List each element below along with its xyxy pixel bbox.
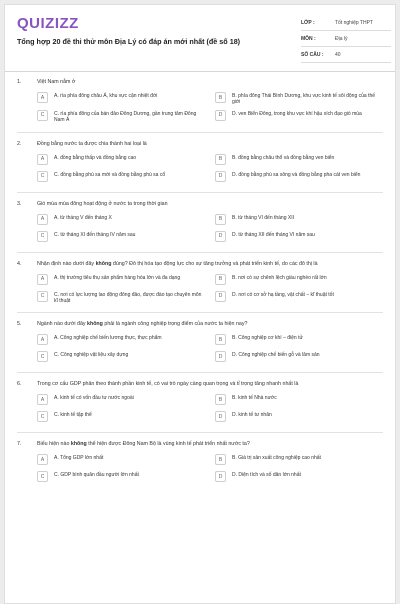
question-text-emphasis: không bbox=[95, 260, 112, 267]
answer-text: D. từ tháng XII đến tháng VI năm sau bbox=[232, 231, 315, 238]
question-header bbox=[17, 141, 383, 148]
answer-option[interactable] bbox=[37, 274, 205, 287]
question-number: 6. bbox=[17, 381, 22, 388]
question-item bbox=[5, 79, 395, 133]
question-divider bbox=[17, 372, 383, 373]
answer-text: A. Công nghiệp chế biến lương thực, thực phẩm bbox=[54, 335, 162, 342]
meta-row-question-count bbox=[301, 47, 391, 63]
answer-letter-box: A bbox=[37, 214, 48, 225]
answer-option[interactable] bbox=[215, 171, 383, 184]
answer-text: D. Công nghiệp chế biến gỗ và lâm sản bbox=[232, 352, 320, 359]
answer-options bbox=[37, 92, 383, 124]
question-text bbox=[37, 381, 383, 388]
question-text-pre: Đồng bằng nước ta được chia thành hai loại là bbox=[37, 140, 147, 147]
answer-text: B. đồng bằng châu thổ và đồng bằng ven biển bbox=[232, 154, 335, 161]
answer-text: B. Công nghiệp cơ khí – điện tử bbox=[232, 335, 303, 342]
question-text-pre: Gió mùa mùa đông hoạt động ở nước ta trong thời gian bbox=[37, 200, 168, 207]
answer-option[interactable] bbox=[37, 411, 205, 424]
answer-option[interactable] bbox=[37, 171, 205, 184]
answer-text: C. Công nghiệp vật liệu xây dựng bbox=[54, 352, 129, 359]
answer-option[interactable] bbox=[215, 231, 383, 244]
question-number: 2. bbox=[17, 140, 22, 147]
question-number: 7. bbox=[17, 441, 22, 448]
answer-options bbox=[37, 454, 383, 484]
question-divider bbox=[17, 132, 383, 133]
question-number: 3. bbox=[17, 200, 22, 207]
answer-text: A. rìa phía đông châu Á, khu vực cận nhiệt đới bbox=[54, 93, 158, 99]
answer-letter-box: C bbox=[37, 171, 48, 182]
answer-options bbox=[37, 154, 383, 184]
answer-text: C. đồng bằng phù sa mới và đồng bằng phù sa cổ bbox=[54, 171, 166, 178]
answer-text: C. kinh tế tập thể bbox=[54, 412, 92, 419]
question-text bbox=[37, 141, 383, 148]
answer-options bbox=[37, 274, 383, 305]
question-item bbox=[5, 381, 395, 433]
answer-letter-box: A bbox=[37, 92, 48, 103]
answer-letter-box: C bbox=[37, 291, 48, 302]
meta-label: MÔN : bbox=[301, 35, 316, 42]
answer-letter-box: D bbox=[215, 291, 226, 302]
question-text bbox=[37, 321, 383, 328]
worksheet-page bbox=[4, 4, 396, 604]
question-item bbox=[5, 441, 395, 484]
answer-letter-box: B bbox=[215, 394, 226, 405]
question-text bbox=[37, 201, 383, 208]
worksheet-title: Tổng hợp 20 đề thi thử môn Địa Lý có đáp án mới nhất (đề số 18) bbox=[17, 37, 241, 46]
question-item bbox=[5, 261, 395, 314]
answer-letter-box: A bbox=[37, 454, 48, 465]
answer-option[interactable] bbox=[215, 471, 383, 484]
answer-text: A. đồng bằng thấp và đồng bằng cao bbox=[54, 154, 137, 161]
question-text-pre: Việt Nam nằm ở bbox=[37, 79, 76, 85]
answer-option[interactable] bbox=[37, 110, 205, 124]
answer-text: A. kinh tế có vốn đầu tư nước ngoài bbox=[54, 395, 134, 402]
answer-letter-box: C bbox=[37, 110, 48, 121]
answer-letter-box: D bbox=[215, 110, 226, 121]
question-header bbox=[17, 441, 383, 448]
answer-text: C. rìa phía đông của bán đảo Đông Dương, gần trung tâm Đông Nam Á bbox=[54, 110, 197, 124]
meta-value: 40 bbox=[335, 51, 341, 58]
answer-letter-box: B bbox=[215, 154, 226, 165]
answer-option[interactable] bbox=[215, 274, 383, 287]
answer-text: A. Tổng GDP lớn nhất bbox=[54, 455, 104, 462]
answer-text: D. Diện tích và số dân lớn nhất bbox=[232, 472, 301, 479]
answer-letter-box: B bbox=[215, 274, 226, 285]
answer-text: B. Giá trị sản xuất công nghiệp cao nhất bbox=[232, 455, 321, 462]
question-text bbox=[37, 79, 383, 86]
question-item bbox=[5, 201, 395, 253]
question-text-emphasis: không bbox=[70, 441, 87, 448]
question-text-pre: Nhận định nào dưới đây bbox=[37, 260, 96, 267]
meta-row-class bbox=[301, 15, 391, 31]
question-number: 5. bbox=[17, 321, 22, 328]
question-text-post: đúng? Đô thị hóa tạo động lực cho sự tăng trưởng và phát triển kinh tế, do các đô thị là bbox=[111, 260, 318, 267]
question-text bbox=[37, 441, 383, 448]
answer-letter-box: C bbox=[37, 411, 48, 422]
answer-options bbox=[37, 334, 383, 364]
answer-option[interactable] bbox=[215, 411, 383, 424]
answer-text: B. kinh tế Nhà nước bbox=[232, 395, 277, 402]
question-header bbox=[17, 381, 383, 388]
answer-option[interactable] bbox=[37, 394, 205, 407]
question-item bbox=[5, 321, 395, 373]
answer-letter-box: B bbox=[215, 454, 226, 465]
question-list bbox=[5, 79, 395, 484]
answer-letter-box: D bbox=[215, 471, 226, 482]
answer-text: D. nơi có cơ sở hạ tầng, vật chất – kĩ thuật tốt bbox=[232, 291, 334, 298]
answer-text: C. nơi có lực lượng lao động đông đảo, được đào tạo chuyên môn kĩ thuật bbox=[54, 291, 202, 305]
question-header bbox=[17, 79, 383, 86]
answer-option[interactable] bbox=[215, 351, 383, 364]
answer-option[interactable] bbox=[215, 291, 383, 305]
answer-text: B. phía đông Thái Bình Dương, khu vực kinh tế sôi động của thế giới bbox=[232, 93, 376, 106]
answer-text: B. nơi có sự chênh lệch giàu nghèo rất lớn bbox=[232, 274, 327, 281]
answer-letter-box: B bbox=[215, 334, 226, 345]
answer-text: D. kinh tế tư nhân bbox=[232, 412, 272, 419]
meta-label: LỚP : bbox=[301, 19, 315, 26]
answer-letter-box: D bbox=[215, 411, 226, 422]
question-text bbox=[37, 261, 383, 268]
question-divider bbox=[17, 252, 383, 253]
answer-option[interactable] bbox=[215, 110, 383, 124]
question-header bbox=[17, 321, 383, 328]
answer-letter-box: B bbox=[215, 92, 226, 103]
answer-letter-box: A bbox=[37, 334, 48, 345]
answer-text: A. thị trường tiêu thụ sản phẩm hàng hóa lớn và đa dạng bbox=[54, 274, 181, 281]
answer-letter-box: A bbox=[37, 154, 48, 165]
answer-text: C. GDP bình quân đầu người lớn nhất bbox=[54, 472, 139, 479]
answer-letter-box: C bbox=[37, 351, 48, 362]
question-text-pre: Trong cơ cấu GDP phân theo thành phần kinh tế, có vai trò ngày càng quan trọng và tỉ trọng tăng nhanh nhất là bbox=[37, 381, 299, 388]
question-text-pre: Ngành nào dưới đây bbox=[37, 321, 88, 328]
answer-text: B. từ tháng VI đến tháng XII bbox=[232, 214, 294, 221]
worksheet-header bbox=[5, 5, 395, 71]
question-divider bbox=[17, 312, 383, 313]
answer-option[interactable] bbox=[37, 351, 205, 364]
answer-option[interactable] bbox=[37, 291, 205, 305]
answer-option[interactable] bbox=[37, 454, 205, 467]
answer-option[interactable] bbox=[37, 231, 205, 244]
answer-letter-box: C bbox=[37, 231, 48, 242]
answer-text: D. đồng bằng phù sa sông và đồng bằng pha cát ven biển bbox=[232, 171, 361, 178]
answer-letter-box: D bbox=[215, 231, 226, 242]
question-item bbox=[5, 141, 395, 193]
answer-option[interactable] bbox=[37, 154, 205, 167]
answer-letter-box: B bbox=[215, 214, 226, 225]
answer-option[interactable] bbox=[215, 454, 383, 467]
meta-label: SỐ CÂU : bbox=[301, 51, 324, 58]
question-header bbox=[17, 201, 383, 208]
answer-option[interactable] bbox=[37, 214, 205, 227]
answer-option[interactable] bbox=[215, 334, 383, 347]
question-header bbox=[17, 261, 383, 268]
meta-value: Tốt nghiệp THPT bbox=[335, 19, 373, 26]
answer-options bbox=[37, 214, 383, 244]
quizizz-logo: QUIZIZZ bbox=[17, 15, 79, 32]
answer-option[interactable] bbox=[215, 394, 383, 407]
question-divider bbox=[17, 192, 383, 193]
question-text-pre: Biểu hiện nào bbox=[37, 441, 71, 448]
answer-option[interactable] bbox=[37, 471, 205, 484]
answer-option[interactable] bbox=[37, 334, 205, 347]
answer-options bbox=[37, 394, 383, 424]
header-divider bbox=[5, 71, 395, 72]
answer-letter-box: C bbox=[37, 471, 48, 482]
answer-option[interactable] bbox=[215, 154, 383, 167]
answer-text: C. từ tháng XI đến tháng IV năm sau bbox=[54, 231, 136, 238]
question-text-emphasis: không bbox=[87, 321, 103, 328]
meta-value: Địa lý bbox=[335, 35, 348, 42]
answer-option[interactable] bbox=[37, 92, 205, 106]
question-number: 4. bbox=[17, 260, 22, 267]
answer-letter-box: A bbox=[37, 394, 48, 405]
answer-letter-box: D bbox=[215, 351, 226, 362]
worksheet-meta bbox=[301, 15, 391, 63]
question-text-post: phải là ngành công nghiệp trọng điểm của nước ta hiện nay? bbox=[102, 321, 248, 328]
question-divider bbox=[17, 432, 383, 433]
meta-row-subject bbox=[301, 31, 391, 47]
answer-letter-box: D bbox=[215, 171, 226, 182]
answer-text: A. từ tháng V đến tháng X bbox=[54, 214, 112, 221]
answer-text: D. ven Biển Đông, trong khu vực khí hậu xích đạo gió mùa bbox=[232, 110, 362, 117]
answer-letter-box: A bbox=[37, 274, 48, 285]
question-number: 1. bbox=[17, 79, 22, 85]
answer-option[interactable] bbox=[215, 214, 383, 227]
question-text-post: thể hiện được Đông Nam Bộ là vùng kinh tế phát triển nhất nước ta? bbox=[86, 441, 250, 448]
answer-option[interactable] bbox=[215, 92, 383, 106]
